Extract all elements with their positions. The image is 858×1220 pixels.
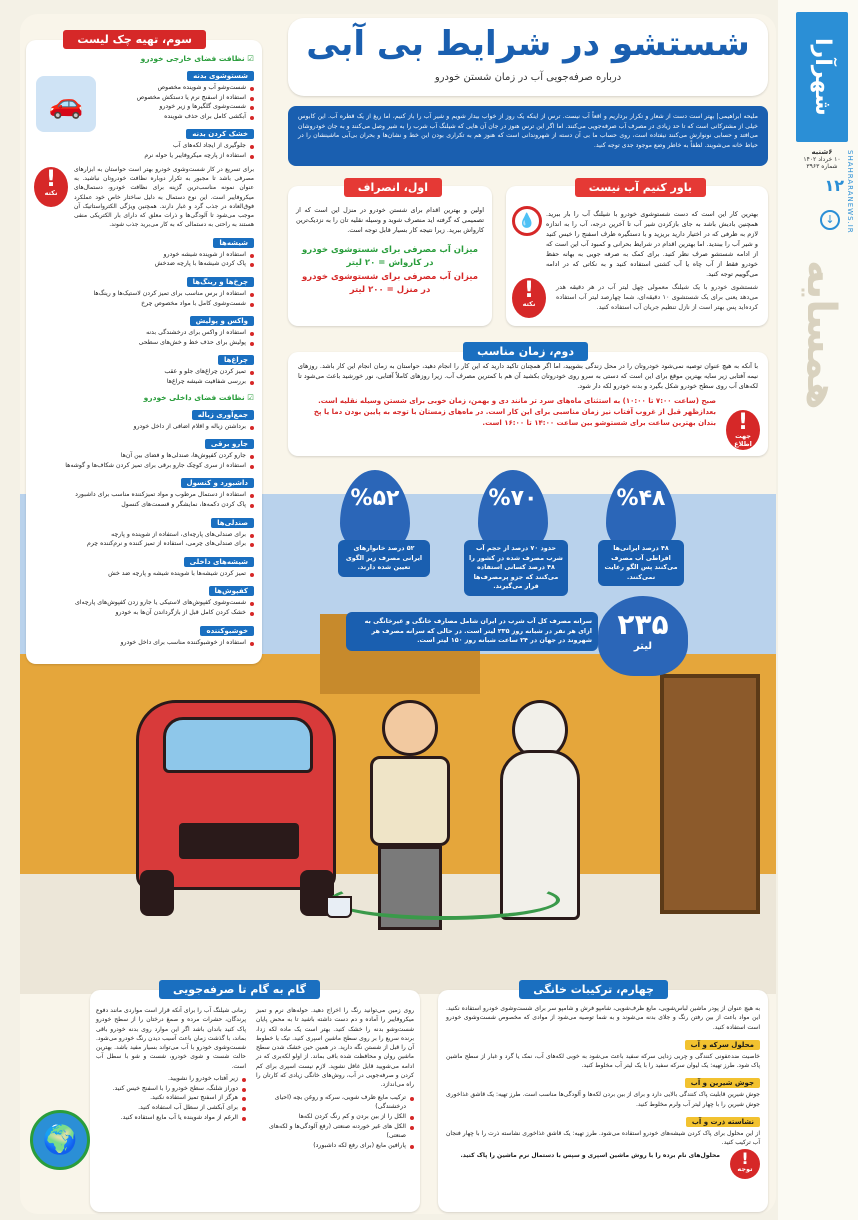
group-title-trash: جمع‌آوری زباله xyxy=(192,410,254,420)
fourth-item-text-vinegar: خاصیت ضدعفونی کنندگی و چربی زدایی سرکه سفید باعث می‌شود به خوبی لکه‌های آب، نمک یا گرد و غبار از سطح ماشین پاک شود. طرز تهیه: یک لیوان سرکه سفید را با یک لیتر آب مخلوط کنید. xyxy=(446,1052,760,1070)
list-item: تمیز کردن شیشه‌ها با شوینده شیشه و پارچه ضد خش xyxy=(34,569,254,579)
masthead xyxy=(778,0,858,1220)
page-subtitle: درباره صرفه‌جویی آب در زمان شستن خودرو xyxy=(434,72,622,83)
group-list-glass xyxy=(34,250,254,269)
second-text: با آنکه به هیچ عنوان توصیه نمی‌شود خودروتان را در محل زندگی بشویید، اما اگر همچنان تاکید دارید که این کار را انجام دهید، حواستان به زمان انجام این کار باشد. روزهای نیمه آفتابی زیر سایه بهترین موقع برای این است که دستی به سرو روی خودرو‌تان بکشید آن هم با کمترین مصرف آب. زیرا روزهای کاملاً آفتابی، نور خورشید باعث می‌شود تا لکه‌های آب روی سطح خودرو شکل بگیرد و بدنه خودرو لکه دار شود. xyxy=(298,362,758,390)
big-stat-value: ۲۳۵ xyxy=(617,608,669,641)
masthead-date xyxy=(798,148,846,170)
steps-list-right xyxy=(256,1093,414,1151)
list-item: هرگز از اسفنج تمیز استفاده نکنید. xyxy=(96,1093,246,1103)
site-url: SHAHRARANEWS.IR xyxy=(846,150,854,234)
second-panel xyxy=(288,345,768,456)
group-list-trash xyxy=(34,422,254,432)
list-item: برای صندلی‌های پارچه‌ای، استفاده از شوینده و پارچه xyxy=(34,530,254,540)
list-item: دوراز شلنگ، سطح خودرو را با اسفنج خیس کنید. xyxy=(96,1084,246,1094)
list-item: استفاده از پارچه میکروفایبر یا حوله نرم xyxy=(104,151,254,161)
cartoon-car xyxy=(136,700,336,890)
fourth-item-text-starch: از این محلول برای پاک کردن شیشه‌های خودرو استفاده می‌شود. طرز تهیه: یک قاشق غذاخوری نشاسته ذرت را با چهار فنجان آب ترکیب کنید. xyxy=(446,1130,760,1147)
group-title-dry: خشک کردن بدنه xyxy=(186,129,254,139)
believe-heading: باور کنیم آب نیست xyxy=(575,178,706,197)
believe-note: شستشوی خودرو با یک شیلنگ معمولی چهل لیتر آب در هر دقیقه هدر می‌دهد یعنی برای یک شستشوی ۱۰ دقیقه‌ای، شما چهارصد لیتر آب استفاده کرده‌اید پس بهتر است از نازل تنظیم جریان آب استفاده کنید. xyxy=(556,283,758,312)
steps-text-left: زمانی شیلنگ آب را برای آنکه قرار است مواردی مانند دفوع پرندگان، حشرات مرده و صمغ درختان را از سطح خودرو پاک کنید باندان باشد اگر این موارد روی بدنه خودرو باقی بماند، با گذشت زمان باعث آسیب دیدن رنگ خودرو می‌شود. شست‌وشوی خودرو با آب می‌تواند بسیار مفید باشد. بهترین حالت شست و شوی خودرو، شست و شو با سطل آب است. xyxy=(96,1007,246,1070)
first-stat-1: میزان آب مصرفی برای شستوشوی خودرو در کارواش = ۲۰ لیتر xyxy=(302,244,478,268)
believe-note-badge: ! نکته xyxy=(512,278,546,318)
list-item: الکل را از بین بردن و کم رنگ کردن لکه‌ها xyxy=(256,1112,414,1122)
believe-text: بهترین کار این است که دست شستوشوی خودرو با شیلنگ آب را بار ببرید. همچنین بادیش باشد به جای بازکردن شیر آب تا آخرین درجه، آب را به اندازه لازم به ظرفی که در اختیار دارید بریزید و با دستگیره ظرف اسفنج را خیس کنید و شیر آب را ببندید. اما بهترین اقدام در شرایط بحرانی و کمبود آب این است که از ادامه شستشو صرف نظر کنید. برای کمک به صرفه جویی به بهانه حفظ خودرو فقط از آب چاه یا آب کشتی استفاده کنید و به نکاتی که در ادامه می‌گوییم توجه کنید. xyxy=(546,210,758,278)
car-wash-icon: 🚗 xyxy=(36,76,96,132)
section-name: همسایه xyxy=(798,260,844,410)
list-item: الرغم از مواد شوینده یا آب مایع استفاده کنید. xyxy=(96,1113,246,1123)
first-stat-2: میزان آب مصرفی برای شستوشوی خودرو در منزل = ۲۰۰ لیتر xyxy=(302,272,478,296)
cartoon-bucket xyxy=(326,896,352,918)
list-item: استفاده از شوینده شیشه خودرو xyxy=(34,250,254,260)
group-list-vacuum xyxy=(34,451,254,470)
steps-panel xyxy=(90,983,420,1212)
exterior-title-text: نظافت فضای خارجی خودرو xyxy=(140,54,245,63)
group-title-wheels: چرخ‌ها و رینگ‌ها xyxy=(187,277,254,287)
group-title-wax: واکس و پولیش xyxy=(190,316,254,326)
group-list-dashboard xyxy=(34,490,254,509)
big-stat-text: سرانه مصرف کل آب شرب در ایران شامل مصارف خانگی و غیرخانگی به ازای هر نفر در شبانه روز ۲۳۵ لیتر است. در حالی که سرانه مصرف هر شهروند در جهان در ۲۴ ساعت شبانه روز ۱۵۰ لیتر است. xyxy=(346,612,598,651)
stat-text-48: ۴۸ درصد ایرانی‌ها افراطی آب مصرف می‌کنند پس الگو رعایت نمی‌کنند. xyxy=(598,540,684,586)
group-title-freshener: خوشبوکننده xyxy=(200,626,254,636)
stat-text-52: ۵۲ درصد خانوارهای ایرانی مصرف زیر الگوی تعیین شده دارند. xyxy=(338,540,430,577)
list-item: زیر آفتاب خودرو را نشویید. xyxy=(96,1074,246,1084)
list-item: برای صندلی‌های چرمی، استفاده از تمیز کننده و نرم‌کننده چرم xyxy=(34,539,254,549)
list-item: آبکشی کامل برای حذف شوینده xyxy=(104,112,254,122)
list-item: استفاده از خوشبوکننده مناسب برای داخل خودرو xyxy=(34,638,254,648)
group-title-glass: شیشه‌ها xyxy=(213,238,254,248)
page-title: شستشو در شرایط بی آبی xyxy=(306,24,750,64)
checklist-note-label: نکته xyxy=(44,188,58,197)
fourth-note-label: توجه xyxy=(737,1164,753,1173)
title-panel xyxy=(288,18,768,96)
second-tip-badge: ! جهت اطلاع xyxy=(726,410,760,450)
first-panel xyxy=(288,181,492,326)
group-list-lights xyxy=(34,367,254,386)
cartoon-hose xyxy=(330,880,560,920)
checklist-heading: سوم، تهیه چک لیست xyxy=(63,30,206,49)
no-water-icon: 💧 xyxy=(512,206,542,236)
list-item: جلوگیری از ایجاد لکه‌های آب xyxy=(104,141,254,151)
list-item: خشک کردن کامل قبل از بازگرداندن آن‌ها به خودرو xyxy=(34,608,254,618)
fourth-item-title-starch: نشاسته ذرت و آب xyxy=(686,1117,760,1127)
fourth-panel xyxy=(438,983,768,1212)
list-item: استفاده از واکس برای درخشندگی بدنه xyxy=(34,328,254,338)
group-list-dry xyxy=(104,141,254,160)
interior-title-text: نظافت فضای داخلی خودرو xyxy=(143,392,245,402)
second-tip-label: جهت اطلاع xyxy=(734,432,752,448)
group-list-body xyxy=(104,83,254,121)
checklist-note-badge: ! نکته xyxy=(34,167,68,207)
masthead-day: ۶شنبه xyxy=(811,148,833,156)
list-item: شست‌وشوی کفپوش‌های لاستیکی یا جارو زدن کفپوش‌های پارچه‌ای xyxy=(34,598,254,608)
page-number: ۱۲ xyxy=(824,176,844,195)
stat-value-48: %۴۸ xyxy=(616,486,666,511)
group-list-wax xyxy=(34,328,254,347)
steps-col-left xyxy=(96,1006,246,1122)
list-item: الکل های غیر خوردنه صنعتی (رفع آلودگی‌ها و لکه‌های صنعتی) xyxy=(256,1122,414,1141)
group-list-freshener xyxy=(34,638,254,648)
car-windshield xyxy=(163,717,313,773)
car-wheel-left xyxy=(140,870,174,916)
second-heading: دوم، زمان مناسب xyxy=(463,342,588,361)
checklist-panel xyxy=(26,33,262,664)
list-item: استفاده از دستمال مرطوب و مواد تمیزکننده مناسب برای داشبورد xyxy=(34,490,254,500)
second-tip: صبح (ساعت ۷:۰۰ تا ۱۰:۰۰) به استثنای ماه‌های سرد تر مانند دی و بهمن، زمان خوبی برای شستن وسیله نقلیه است. بعدازظهر قبل از غروب آفتاب نیز زمان مناسبی برای این کار است. در ماه‌های زمستان با توجه به پایین بودن دما یا پخ بندان بهترین ساعت برای شستوشو بین ساعت ۱۴:۰۰ تا ۱۶:۰۰ است. xyxy=(313,396,716,428)
fourth-intro: به هیچ عنوان از پودر ماشین لباس‌شویی، مایع ظرف‌شویی، شامپو فرش و شامپو سر برای شست‌وشوی خودرو استفاده نکنید. این مواد باعث از بین رفتن رنگ و جلای بدنه می‌شوند و به شما توصیه می‌شود از موادی که مخصوص شست‌وشوی خودرو است استفاده کنید. xyxy=(446,1005,760,1031)
steps-col-right xyxy=(256,1006,414,1150)
fourth-item-title-soda: جوش شیرین و آب xyxy=(685,1078,760,1088)
exterior-title: ☑ نظافت فضای خارجی خودرو xyxy=(140,54,254,63)
group-list-seats xyxy=(34,530,254,549)
group-list-mats xyxy=(34,598,254,617)
globe-tap-icon: 🌍 xyxy=(30,1110,90,1170)
fourth-item-title-vinegar: محلول سرکه و آب xyxy=(685,1040,760,1050)
group-list-wheels xyxy=(34,289,254,308)
list-item: پارافین مایع (برای رفع لکه داشبورد) xyxy=(256,1141,414,1151)
list-item: شست‌وشوی گلگیرها و زیر خودرو xyxy=(104,102,254,112)
fourth-note: محلول‌های نام برده را با روش ماشین اسپری و سپس با دستمال نرم ماشین را پاک کنید. xyxy=(460,1151,720,1159)
list-item: ترکیب مایع ظرف شویی، سرکه و روغن بچه (احیای درخشندگی) xyxy=(256,1093,414,1112)
list-item: استفاده از سری کوچک جارو برقی برای تمیز کردن شکاف‌ها و گوشه‌ها xyxy=(34,461,254,471)
stat-value-52: %۵۲ xyxy=(350,486,400,511)
big-stat-unit: لیتر xyxy=(633,641,653,652)
list-item: استفاده از برس مناسب برای تمیز کردن لاستیک‌ها و رینگ‌ها xyxy=(34,289,254,299)
stat-text-70: حدود ۷۰ درصد از حجم آب شرب مصرف شده در کشور را ۴۸ درصد کسانی استفاده می‌کنند که جزو پرمصرف‌ها قرار می‌گیرند. xyxy=(464,540,568,596)
list-item: شست‌وشو آب و شوینده مخصوص xyxy=(104,83,254,93)
list-item: پاک کردن دکمه‌ها، نمایشگر و قسمت‌های کنسول xyxy=(34,500,254,510)
arrow-down-icon: ↓ xyxy=(820,210,840,230)
steps-list-left xyxy=(96,1074,246,1122)
list-item: جارو کردن کفپوش‌ها، صندلی‌ها و فضای بین آن‌ها xyxy=(34,451,254,461)
man-body xyxy=(370,756,450,846)
list-item: برداشتن زباله و اقلام اضافی از داخل خودرو xyxy=(34,422,254,432)
first-heading: اول، انصراف xyxy=(344,178,442,197)
masthead-date-line-1: ۱۰ خرداد ۱۴۰۲ xyxy=(803,156,841,163)
list-item: بررسی شفافیت شیشه چراغ‌ها xyxy=(34,377,254,387)
checklist-note: برای تسریع در کار شست‌وشوی خودرو بهتر است حواستان به ابزارهای مصرفی باشد تا مجبور به تکرار دوباره نظافت خودروتان نباشید. به عنوان نمونه مناسب‌ترین گزینه برای نظافت خودرو، دستمال‌های میکروفایبر است. این نوع دستمال به دلیل ساختار خاص خود عملکرد فوق‌العاده در جذب گرد و غبار دارند. همچنین ویژگی الکترواستاتیک آن موجب می‌شود تا آلودگی‌ها و ذرات معلق که دارای بار الکتریکی منفی هستند به راحتی به دستمالی که به کار می‌برید جذب شوند. xyxy=(74,165,254,229)
illustration-door xyxy=(660,674,760,914)
fourth-item-text-soda: جوش شیرین قابلیت پاک کنندگی بالایی دارد و برای از بین بردن لکه‌ها و آلودگی‌ها مناسب است. طرز تهیه: یک قاشق غذاخوری جوش شیرین را با چهار لیتر آب ولرم مخلوط کنید. xyxy=(446,1091,760,1108)
group-title-body: شستوشوی بدنه xyxy=(187,71,254,81)
list-item: برای آبکشی از سطل آب استفاده کنید. xyxy=(96,1103,246,1113)
car-grille xyxy=(179,823,299,859)
believe-panel xyxy=(506,181,768,326)
intro-text: ملیحه ابراهیمی| بهتر است دست از شعار و تکرار برداریم و اقعاً آب نیست. ترس از اینکه یک روز از خواب بیدار شویم و شیر آب را باز کنیم، اما ریغ از یک قطره آب. این کابوس خیلی از مشترکانی است که تا حد زیادی در مصرف آب صرفه‌جویی می‌کنند. اما اگر این ترس هنوز در جان آن هایی که شیلنگ آب شرب را به شیر وصل می‌کنند و به جان خودرو‌شان می‌افتد و حسابی نونوارش می‌کنند نیفتاده است، روی حساب ما بی آن دسته از شهروندانی است که هنوز هم به تکراری بودن این خط و نشان‌ها و بحران بی‌آبی ماشینشان را در حیاط خانه می‌شویند. لطفاً به خاطر وضع موجود جدی توجه کنید. xyxy=(298,113,758,149)
masthead-logo: شهرآرا xyxy=(796,12,848,142)
group-title-seats: صندلی‌ها xyxy=(211,518,254,528)
group-title-vacuum: جارو برقی xyxy=(205,439,254,449)
fourth-note-badge: ! توجه xyxy=(730,1149,760,1179)
group-title-dashboard: داشبورد و کنسول xyxy=(181,478,254,488)
stat-value-70: %۷۰ xyxy=(488,486,538,511)
fourth-heading: چهارم، ترکیبات خانگی xyxy=(519,980,668,999)
masthead-date-line-2: شماره ۳۹۶۳ xyxy=(806,163,838,170)
man-head xyxy=(382,700,438,756)
intro-panel xyxy=(288,106,768,166)
list-item: تمیز کردن چراغ‌های جلو و عقب xyxy=(34,367,254,377)
steps-heading: گام به گام تا صرفه‌جویی xyxy=(159,980,320,999)
group-title-mats: کفپوش‌ها xyxy=(209,586,255,596)
list-item: پاک کردن شیشه‌ها با پارچه ضدخش xyxy=(34,259,254,269)
list-item: شست‌وشوی کامل با مواد مخصوص چرخ xyxy=(34,299,254,309)
list-item: استفاده از اسفنج نرم یا دستکش مخصوص xyxy=(104,93,254,103)
interior-title: ☑ نظافت فضای داخلی خودرو xyxy=(143,392,254,402)
group-title-lights: چراغ‌ها xyxy=(218,355,254,365)
believe-note-label: نکته xyxy=(522,300,536,308)
group-title-inner-glass: شیشه‌های داخلی xyxy=(184,557,254,567)
list-item: پولیش برای حذف خط و خش‌های سطحی xyxy=(34,338,254,348)
group-list-inner-glass xyxy=(34,569,254,579)
cartoon-illustration xyxy=(100,660,660,960)
steps-text-right: روی زمین می‌توانید رنگ را اخراج دهید. حوله‌های نرم و تمیز میکروفایبر را آماده و دم دست داشته باشید تا به محض پایان شست‌وشو بدنه را خشک کنید. بهتر است یک ماده لکه زدا، برنده سریع را بر روی سطح ماشین اسپری کنید. تیک یا خطوط آن را قبل از شستن نگه دارید. در همین حین خشک شدن سطح ماشین روان و محافظت شده باقی بماند. از اولو لکه‌بری که در ادامه می‌شویید قابل غافل نشوید. لازم نیست اسپری برای کم کردن و صرفه‌جویی در آب، روش‌های خانگی زیادی که کارتان را راه می‌اندازد. xyxy=(256,1007,414,1089)
first-text: اولین و بهترین اقدام برای شستن خودرو در منزل این است که از تصمیمی که گرفته اید منصرف شوید و وسیله نقلیه تان را به نزدیک‌ترین کارواش ببرید. زیرا نتیجه کار بسیار قابل توجه است. xyxy=(296,206,484,234)
